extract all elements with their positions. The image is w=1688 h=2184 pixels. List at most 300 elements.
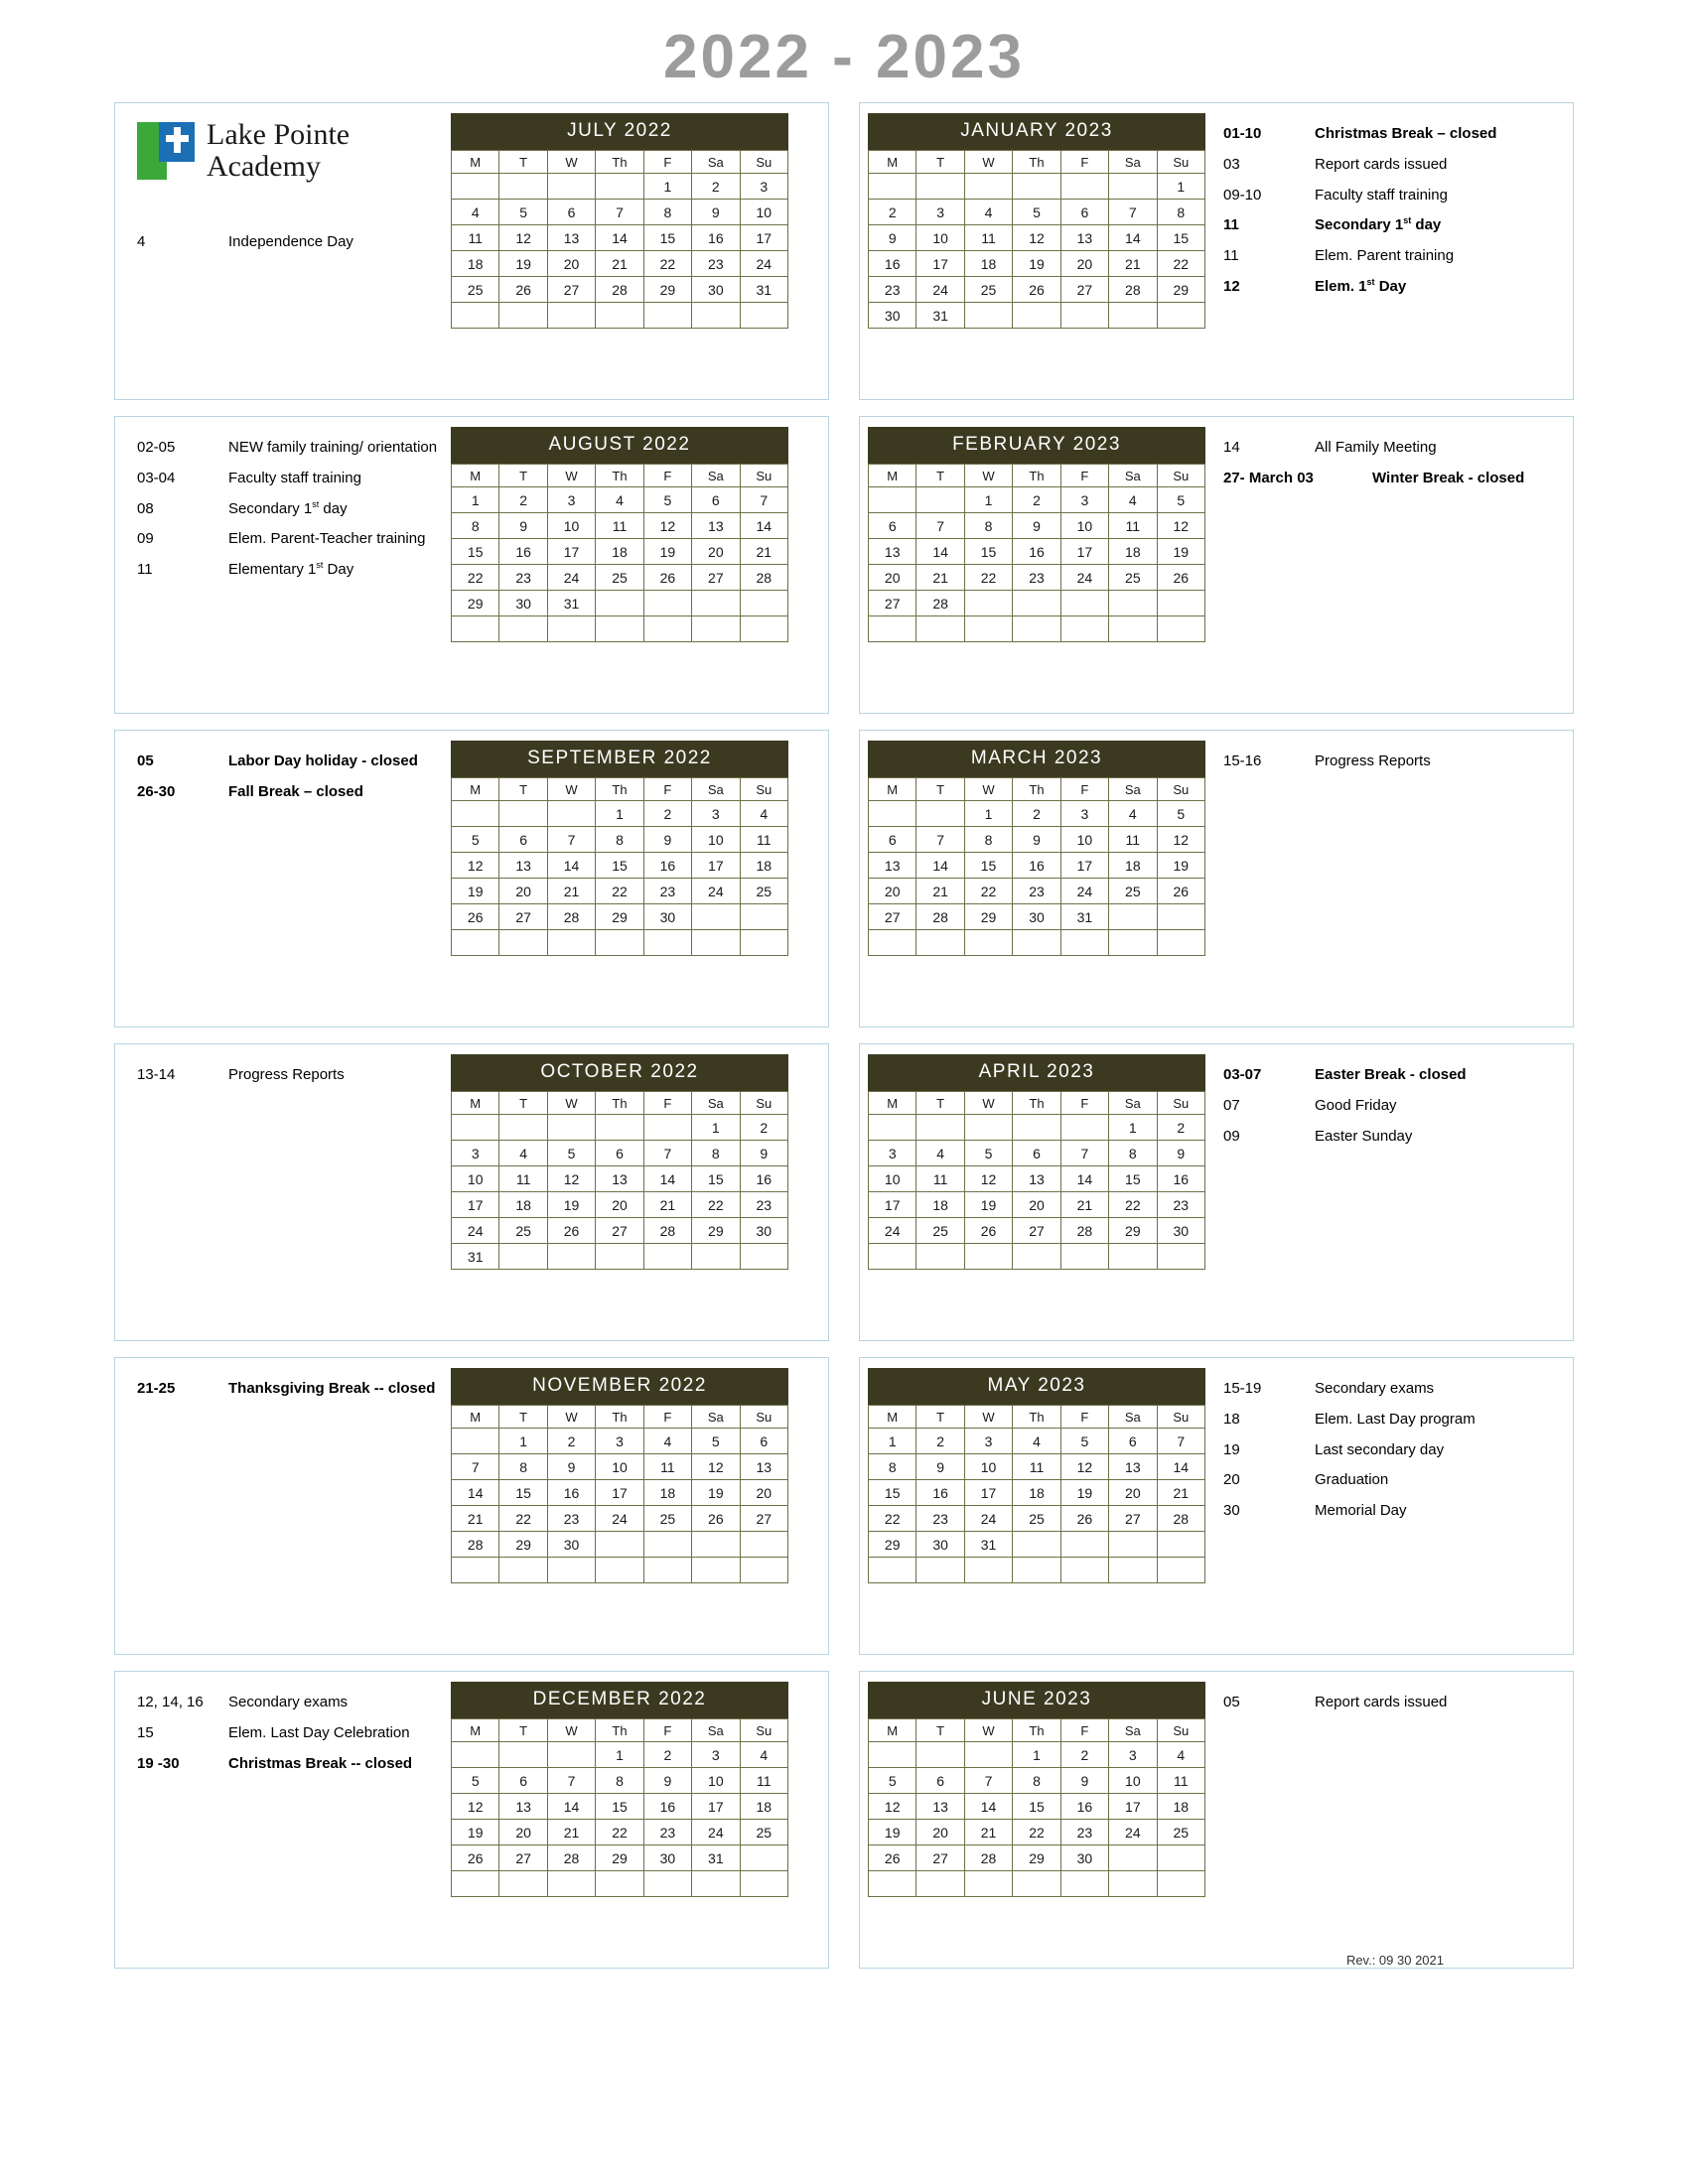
day-cell: 19 (547, 1192, 595, 1218)
day-cell: 29 (596, 1845, 643, 1871)
day-cell: 29 (643, 277, 691, 303)
day-cell (547, 801, 595, 827)
day-cell: 6 (692, 487, 740, 513)
day-cell: 25 (643, 1506, 691, 1532)
note-item (137, 498, 445, 520)
weekday-header: Su (740, 1406, 787, 1429)
weekday-header: Sa (1109, 778, 1157, 801)
day-cell: 6 (869, 513, 916, 539)
week-row (869, 487, 1205, 513)
week-row (869, 174, 1205, 200)
day-cell: 4 (452, 200, 499, 225)
day-cell: 16 (643, 1794, 691, 1820)
day-cell: 28 (547, 904, 595, 930)
day-cell: 14 (452, 1480, 499, 1506)
week-row (869, 1742, 1205, 1768)
weekday-header: F (1060, 778, 1108, 801)
day-cell: 24 (1060, 565, 1108, 591)
weekday-header: Th (1013, 465, 1060, 487)
day-cell: 8 (692, 1141, 740, 1166)
weekday-header: Su (1157, 1406, 1204, 1429)
weekday-header: Th (1013, 778, 1060, 801)
day-cell: 21 (643, 1192, 691, 1218)
day-cell: 31 (740, 277, 787, 303)
day-cell (452, 616, 499, 642)
day-cell: 10 (547, 513, 595, 539)
day-cell: 21 (547, 1820, 595, 1845)
notes-august (123, 427, 451, 590)
day-cell (692, 303, 740, 329)
day-cell: 23 (916, 1506, 964, 1532)
day-cell: 21 (1060, 1192, 1108, 1218)
day-cell: 3 (1109, 1742, 1157, 1768)
day-cell: 23 (869, 277, 916, 303)
day-cell: 14 (1109, 225, 1157, 251)
day-cell: 11 (740, 827, 787, 853)
day-cell: 15 (596, 1794, 643, 1820)
day-cell: 20 (499, 879, 547, 904)
day-cell: 13 (740, 1454, 787, 1480)
day-cell (692, 616, 740, 642)
day-cell (643, 1532, 691, 1558)
day-cell: 18 (452, 251, 499, 277)
day-cell: 25 (964, 277, 1012, 303)
day-cell (692, 930, 740, 956)
note-item (137, 437, 445, 459)
calendar-title-may: MAY 2023 (868, 1368, 1205, 1405)
note-text: NEW family training/ orientation (228, 439, 438, 456)
notes-january (1205, 113, 1533, 307)
day-cell (596, 1244, 643, 1270)
weekday-header: Sa (692, 1092, 740, 1115)
day-cell: 5 (692, 1429, 740, 1454)
day-cell: 11 (1109, 827, 1157, 853)
calendar-table-july (451, 150, 788, 329)
day-cell: 14 (596, 225, 643, 251)
day-cell: 27 (596, 1218, 643, 1244)
day-cell (869, 174, 916, 200)
day-cell: 5 (964, 1141, 1012, 1166)
weekday-header: Su (740, 1719, 787, 1742)
day-cell (1060, 1115, 1108, 1141)
day-cell: 9 (643, 827, 691, 853)
panel-april (859, 1043, 1574, 1341)
note-item (1223, 154, 1527, 176)
calendar-title-august: AUGUST 2022 (451, 427, 788, 464)
note-text: Last secondary day (1315, 1440, 1445, 1458)
note-text: Elem. Parent-Teacher training (228, 530, 426, 548)
day-cell: 29 (692, 1218, 740, 1244)
day-cell: 1 (596, 801, 643, 827)
day-cell: 7 (643, 1141, 691, 1166)
month-table (451, 150, 788, 329)
calendar-july (451, 113, 788, 329)
day-cell: 25 (499, 1218, 547, 1244)
day-cell: 30 (643, 904, 691, 930)
week-row (869, 591, 1205, 616)
day-cell (916, 1558, 964, 1583)
day-cell: 12 (869, 1794, 916, 1820)
month-table (451, 1718, 788, 1897)
notes-march (1205, 741, 1533, 781)
day-cell: 28 (452, 1532, 499, 1558)
day-cell: 15 (964, 853, 1012, 879)
day-cell: 17 (964, 1480, 1012, 1506)
day-cell (964, 1871, 1012, 1897)
day-cell: 26 (452, 904, 499, 930)
day-cell: 1 (643, 174, 691, 200)
day-cell: 3 (1060, 801, 1108, 827)
day-cell (1013, 1871, 1060, 1897)
week-row (869, 251, 1205, 277)
logo-line1: Lake Pointe (207, 118, 351, 151)
day-cell: 18 (740, 853, 787, 879)
day-cell: 6 (1060, 200, 1108, 225)
note-text: Fall Break – closed (228, 782, 363, 800)
day-cell: 13 (869, 539, 916, 565)
notes-may (1205, 1368, 1533, 1531)
day-cell (692, 1558, 740, 1583)
week-row (869, 616, 1205, 642)
day-cell: 10 (740, 200, 787, 225)
day-cell: 15 (869, 1480, 916, 1506)
week-row (452, 1244, 788, 1270)
day-cell: 6 (916, 1768, 964, 1794)
notes-april (1205, 1054, 1533, 1156)
day-cell: 4 (643, 1429, 691, 1454)
calendar-march (868, 741, 1205, 956)
day-cell: 10 (1060, 513, 1108, 539)
day-cell: 21 (964, 1820, 1012, 1845)
day-cell: 12 (1013, 225, 1060, 251)
day-cell: 2 (916, 1429, 964, 1454)
weekday-header: F (643, 465, 691, 487)
day-cell (916, 1871, 964, 1897)
day-cell: 3 (740, 174, 787, 200)
day-cell: 3 (916, 200, 964, 225)
weekday-header: M (452, 1719, 499, 1742)
day-cell: 23 (1060, 1820, 1108, 1845)
day-cell: 18 (916, 1192, 964, 1218)
calendar-title-october: OCTOBER 2022 (451, 1054, 788, 1091)
weekday-header: T (916, 1719, 964, 1742)
week-row (869, 539, 1205, 565)
day-cell (547, 174, 595, 200)
day-cell: 23 (643, 879, 691, 904)
note-text: Elem. 1st Day (1315, 276, 1407, 295)
day-cell: 19 (964, 1192, 1012, 1218)
day-cell: 12 (643, 513, 691, 539)
calendar-table-may (868, 1405, 1205, 1583)
day-cell: 28 (740, 565, 787, 591)
day-cell: 18 (1157, 1794, 1204, 1820)
day-cell (452, 1871, 499, 1897)
day-cell: 4 (1109, 487, 1157, 513)
weekday-header: M (452, 1406, 499, 1429)
day-cell: 11 (964, 225, 1012, 251)
note-text: Elem. Parent training (1315, 247, 1455, 264)
day-cell: 7 (916, 827, 964, 853)
day-cell: 17 (692, 1794, 740, 1820)
note-item (1223, 123, 1527, 145)
weekday-header: Sa (1109, 1092, 1157, 1115)
week-row (452, 1480, 788, 1506)
day-cell: 11 (740, 1768, 787, 1794)
day-cell: 27 (1109, 1506, 1157, 1532)
day-cell (869, 1244, 916, 1270)
weekday-header: Sa (1109, 465, 1157, 487)
day-cell: 7 (452, 1454, 499, 1480)
week-row (452, 1429, 788, 1454)
july-left (123, 113, 451, 262)
day-cell: 18 (1109, 853, 1157, 879)
day-cell: 8 (869, 1454, 916, 1480)
notes-june (1205, 1682, 1533, 1722)
calendar-table-january (868, 150, 1205, 329)
week-row (869, 827, 1205, 853)
day-cell (499, 801, 547, 827)
day-cell (692, 1532, 740, 1558)
note-text: Thanksgiving Break -- closed (228, 1380, 436, 1397)
weekday-header: Th (596, 1406, 643, 1429)
day-cell: 27 (499, 1845, 547, 1871)
weekday-header: W (964, 778, 1012, 801)
day-cell: 8 (1013, 1768, 1060, 1794)
day-cell: 1 (499, 1429, 547, 1454)
note-item (137, 751, 445, 772)
day-cell: 20 (869, 879, 916, 904)
day-cell: 30 (740, 1218, 787, 1244)
note-date: 4 (137, 233, 146, 250)
day-cell: 30 (1060, 1845, 1108, 1871)
day-cell: 29 (964, 904, 1012, 930)
weekday-header: W (964, 1719, 1012, 1742)
day-cell: 14 (547, 1794, 595, 1820)
day-cell: 6 (740, 1429, 787, 1454)
week-row (869, 1794, 1205, 1820)
day-cell: 10 (1109, 1768, 1157, 1794)
weekday-header: Su (1157, 151, 1204, 174)
day-cell: 22 (596, 879, 643, 904)
day-cell: 7 (916, 513, 964, 539)
day-cell (692, 1244, 740, 1270)
note-date: 30 (1223, 1502, 1240, 1519)
week-row (452, 1141, 788, 1166)
day-cell: 11 (1109, 513, 1157, 539)
note-date: 19 -30 (137, 1754, 180, 1772)
day-cell (1060, 616, 1108, 642)
day-cell: 7 (1109, 200, 1157, 225)
week-row (452, 879, 788, 904)
day-cell (1157, 1532, 1204, 1558)
day-cell: 16 (643, 853, 691, 879)
day-cell (499, 1115, 547, 1141)
month-table (451, 1405, 788, 1583)
panel-november (114, 1357, 829, 1655)
day-cell: 13 (499, 853, 547, 879)
calendar-august (451, 427, 788, 642)
day-cell (916, 1115, 964, 1141)
day-cell: 17 (452, 1192, 499, 1218)
day-cell (596, 1558, 643, 1583)
weekday-header: T (499, 465, 547, 487)
note-text: Independence Day (228, 233, 353, 250)
note-text: Graduation (1315, 1471, 1389, 1489)
day-cell: 16 (1013, 853, 1060, 879)
day-cell: 28 (547, 1845, 595, 1871)
note-date: 27- March 03 (1223, 469, 1314, 486)
day-cell: 27 (1060, 277, 1108, 303)
day-cell (869, 930, 916, 956)
day-cell: 10 (964, 1454, 1012, 1480)
note-item (1223, 276, 1527, 298)
calendar-table-april (868, 1091, 1205, 1270)
day-cell (1109, 303, 1157, 329)
calendar-june (868, 1682, 1205, 1897)
day-cell: 26 (1157, 565, 1204, 591)
calendar-title-june: JUNE 2023 (868, 1682, 1205, 1718)
day-cell (916, 801, 964, 827)
day-cell: 9 (869, 225, 916, 251)
day-cell: 13 (547, 225, 595, 251)
note-date: 15-16 (1223, 752, 1262, 769)
day-cell: 24 (547, 565, 595, 591)
week-row (452, 1794, 788, 1820)
week-row (869, 1141, 1205, 1166)
day-cell: 28 (916, 591, 964, 616)
day-cell: 3 (1060, 487, 1108, 513)
day-cell (1013, 174, 1060, 200)
note-date: 09 (137, 530, 154, 548)
day-cell: 12 (452, 1794, 499, 1820)
note-item (1223, 214, 1527, 236)
day-cell: 4 (499, 1141, 547, 1166)
note-item (137, 528, 445, 550)
day-cell: 18 (964, 251, 1012, 277)
week-row (452, 200, 788, 225)
day-cell: 21 (547, 879, 595, 904)
day-cell: 11 (1013, 1454, 1060, 1480)
week-row (452, 487, 788, 513)
day-cell: 7 (596, 200, 643, 225)
day-cell: 22 (692, 1192, 740, 1218)
note-date: 03-04 (137, 469, 176, 486)
calendar-table-december (451, 1718, 788, 1897)
week-row (869, 225, 1205, 251)
day-cell: 4 (964, 200, 1012, 225)
day-cell: 10 (916, 225, 964, 251)
calendar-table-june (868, 1718, 1205, 1897)
weekday-header: T (499, 1406, 547, 1429)
weekday-header: Su (740, 1092, 787, 1115)
weekday-header: Th (596, 151, 643, 174)
week-row (452, 565, 788, 591)
day-cell: 5 (643, 487, 691, 513)
note-text: Elementary 1st Day (228, 560, 354, 578)
day-cell: 12 (499, 225, 547, 251)
day-cell (1109, 904, 1157, 930)
weekday-header: Sa (692, 151, 740, 174)
day-cell: 12 (1060, 1454, 1108, 1480)
weekday-header: Th (596, 465, 643, 487)
calendar-january (868, 113, 1205, 329)
week-row (452, 616, 788, 642)
day-cell: 5 (1013, 200, 1060, 225)
day-cell: 21 (452, 1506, 499, 1532)
panel-june (859, 1671, 1574, 1969)
day-cell: 19 (452, 1820, 499, 1845)
day-cell: 30 (499, 591, 547, 616)
day-cell (499, 616, 547, 642)
week-row (869, 1820, 1205, 1845)
day-cell (869, 1742, 916, 1768)
day-cell: 21 (596, 251, 643, 277)
day-cell: 19 (1157, 539, 1204, 565)
note-text: Progress Reports (1315, 752, 1431, 769)
day-cell (964, 1244, 1012, 1270)
day-cell: 8 (499, 1454, 547, 1480)
day-cell (1060, 1558, 1108, 1583)
weekday-header: Th (596, 1719, 643, 1742)
day-cell: 15 (643, 225, 691, 251)
weekday-header: Sa (1109, 1719, 1157, 1742)
day-cell: 3 (692, 1742, 740, 1768)
day-cell (964, 591, 1012, 616)
day-cell (596, 1871, 643, 1897)
panel-october (114, 1043, 829, 1341)
day-cell: 9 (643, 1768, 691, 1794)
day-cell: 2 (869, 200, 916, 225)
weekday-header: F (643, 1092, 691, 1115)
day-cell (1060, 591, 1108, 616)
day-cell: 22 (964, 565, 1012, 591)
day-cell (643, 1871, 691, 1897)
day-cell (596, 1532, 643, 1558)
week-row (869, 1532, 1205, 1558)
day-cell: 6 (499, 827, 547, 853)
day-cell (692, 591, 740, 616)
week-row (452, 1871, 788, 1897)
day-cell: 28 (596, 277, 643, 303)
day-cell (1157, 1871, 1204, 1897)
note-item (1223, 468, 1527, 489)
day-cell: 25 (740, 1820, 787, 1845)
day-cell: 11 (1157, 1768, 1204, 1794)
note-date: 15-19 (1223, 1380, 1262, 1397)
notes-september (123, 741, 451, 812)
day-cell: 16 (499, 539, 547, 565)
day-cell: 30 (1157, 1218, 1204, 1244)
day-cell: 8 (643, 200, 691, 225)
calendar-november (451, 1368, 788, 1583)
note-date: 05 (137, 752, 154, 769)
note-item (1223, 1064, 1527, 1086)
day-cell: 5 (869, 1768, 916, 1794)
note-text: Report cards issued (1315, 155, 1448, 173)
day-cell: 9 (740, 1141, 787, 1166)
day-cell: 27 (740, 1506, 787, 1532)
week-row (869, 1871, 1205, 1897)
day-cell: 14 (643, 1166, 691, 1192)
weekday-header: T (499, 151, 547, 174)
day-cell: 16 (1013, 539, 1060, 565)
weekday-header: F (643, 151, 691, 174)
note-text: Report cards issued (1315, 1694, 1448, 1710)
week-row (869, 1218, 1205, 1244)
month-table (451, 777, 788, 956)
weekday-header: Sa (1109, 151, 1157, 174)
day-cell: 29 (596, 904, 643, 930)
